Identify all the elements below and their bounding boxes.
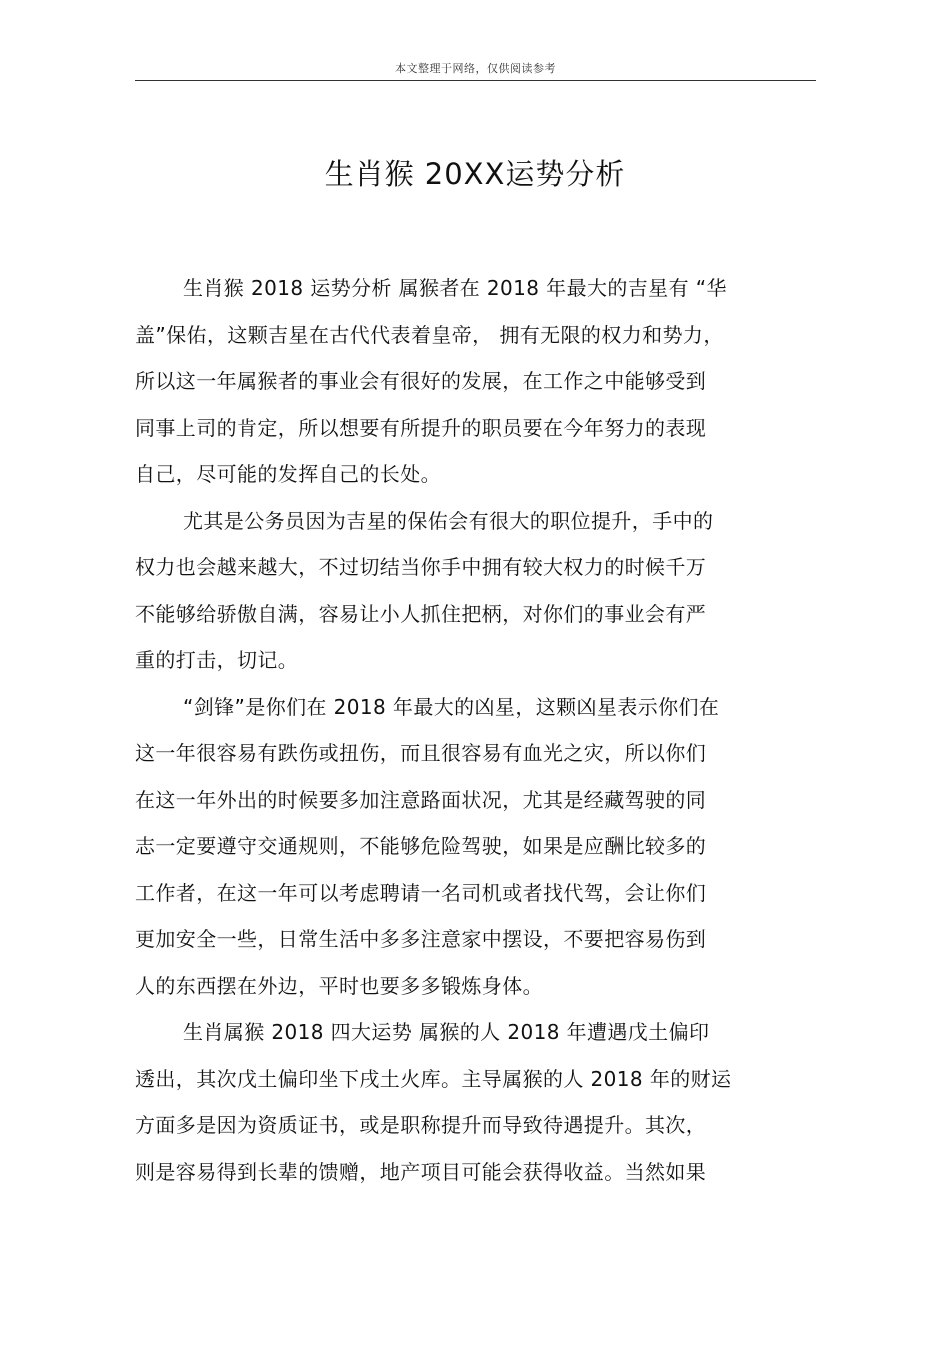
body-line: 盖”保佑，这颗吉星在古代代表着皇帝， 拥有无限的权力和势力， (135, 322, 724, 347)
body-line: 在这一年外出的时候要多加注意路面状况，尤其是经藏驾驶的同 (135, 787, 707, 812)
document-title: 生肖猴 20XX运势分析 (324, 157, 626, 191)
document-body (135, 270, 825, 1200)
body-line: 人的东西摆在外边，平时也要多多锻炼身体。 (135, 973, 543, 998)
body-line: 权力也会越来越大，不过切结当你手中拥有较大权力的时候千万 (135, 555, 707, 579)
body-line: “剑锋”是你们在 2018 年最大的凶星，这颗凶星表示你们在 (183, 694, 720, 719)
body-line: 尤其是公务员因为吉星的保佑会有很大的职位提升，手中的 (183, 508, 714, 533)
page-header (135, 58, 816, 81)
body-line: 不能够给骄傲自满，容易让小人抓住把柄，对你们的事业会有严 (135, 601, 707, 626)
body-line: 透出，其次戊土偏印坐下戌土火库。主导属猴的人 2018 年的财运 (135, 1066, 732, 1091)
body-line: 生肖猴 2018 运势分析 属猴者在 2018 年最大的吉星有 “华 (183, 276, 727, 300)
body-line: 所以这一年属猴者的事业会有很好的发展，在工作之中能够受到 (135, 369, 707, 393)
body-line: 则是容易得到长辈的馈赠，地产项目可能会获得收益。当然如果 (135, 1159, 707, 1184)
body-line: 重的打击，切记。 (135, 648, 299, 672)
body-line: 志一定要遵守交通规则，不能够危险驾驶，如果是应酬比较多的 (135, 834, 707, 858)
body-line: 方面多是因为资质证书，或是职称提升而导致待遇提升。其次， (135, 1113, 707, 1137)
header-note: 本文整理于网络，仅供阅读参考 (395, 62, 556, 75)
body-line: 更加安全一些，日常生活中多多注意家中摆设，不要把容易伤到 (135, 927, 707, 951)
body-line: 同事上司的肯定，所以想要有所提升的职员要在今年努力的表现 (135, 415, 707, 440)
body-line: 生肖属猴 2018 四大运势 属猴的人 2018 年遭遇戊土偏印 (183, 1020, 710, 1044)
body-line: 这一年很容易有跌伤或扭伤，而且很容易有血光之灾，所以你们 (135, 741, 707, 765)
body-line: 自己，尽可能的发挥自己的长处。 (135, 462, 441, 486)
body-line: 工作者，在这一年可以考虑聘请一名司机或者找代驾，会让你们 (135, 880, 707, 905)
